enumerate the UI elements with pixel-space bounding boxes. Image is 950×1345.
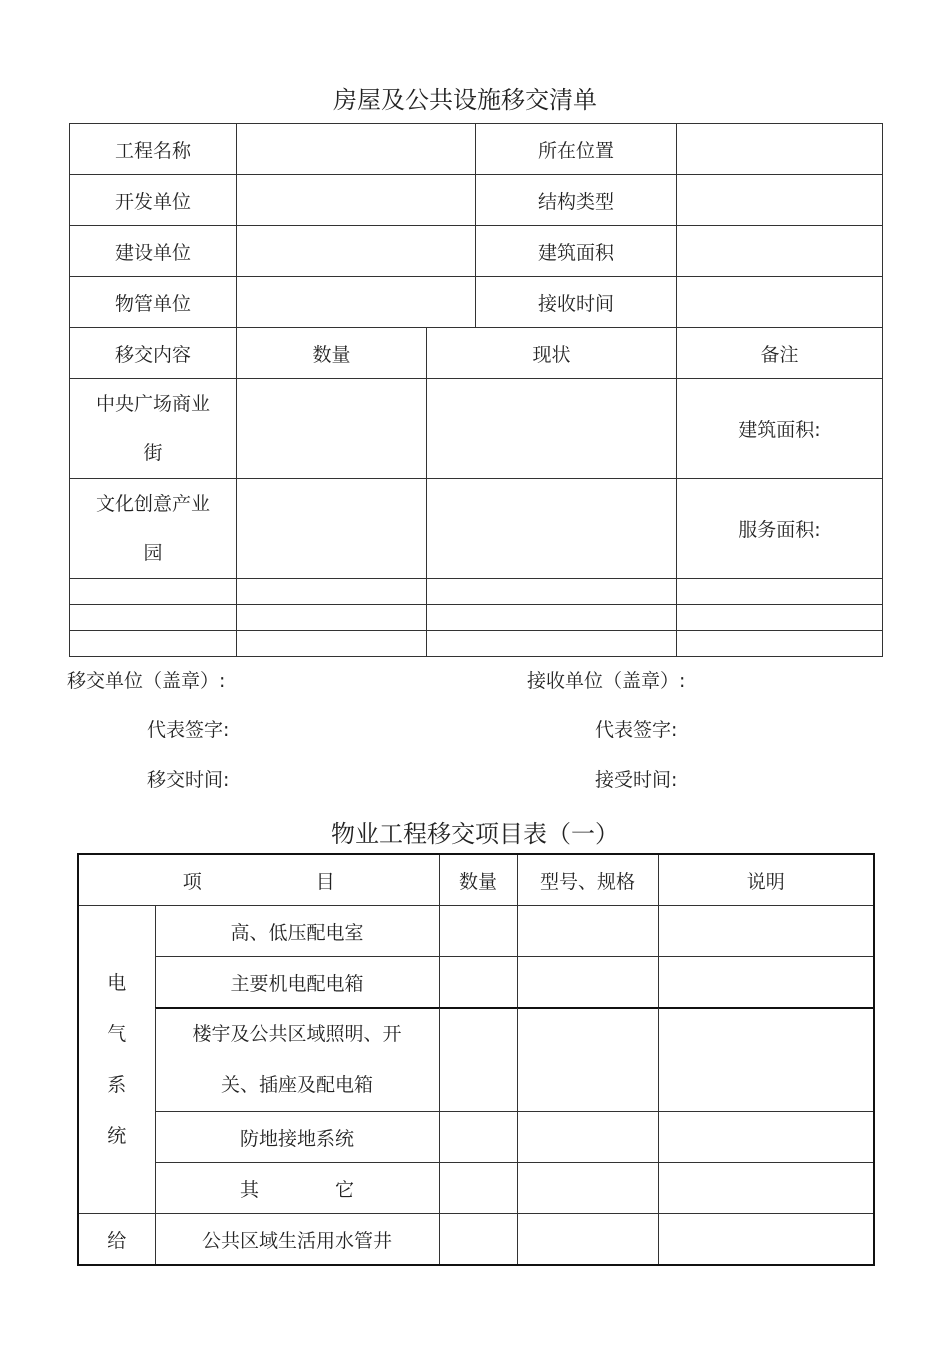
handover-time-label: 移交时间: bbox=[147, 769, 230, 791]
receive-unit-label: 接收单位（盖章）: bbox=[527, 670, 686, 692]
note-service-area: 服务面积: bbox=[677, 479, 883, 579]
label-developer: 开发单位 bbox=[70, 175, 237, 226]
item-line1: 中央广场商业 bbox=[95, 392, 210, 415]
empty-row bbox=[70, 579, 883, 605]
quantity-cell[interactable] bbox=[237, 379, 427, 479]
quantity-cell[interactable] bbox=[439, 957, 517, 1009]
item-lighting-switches bbox=[155, 1008, 439, 1112]
item-line1: 文化创意产业 bbox=[95, 492, 210, 515]
header-description: 说明 bbox=[658, 854, 874, 906]
table-header-row bbox=[78, 854, 874, 906]
model-cell[interactable] bbox=[517, 1112, 658, 1163]
receive-time-field[interactable] bbox=[677, 277, 883, 328]
structure-type-field[interactable] bbox=[677, 175, 883, 226]
quantity-cell[interactable] bbox=[439, 1008, 517, 1112]
table-row bbox=[78, 1214, 874, 1266]
header-status: 现状 bbox=[427, 328, 677, 379]
developer-field[interactable] bbox=[237, 175, 476, 226]
status-cell[interactable] bbox=[427, 379, 677, 479]
item-line1: 楼宇及公共区域照明、开 bbox=[192, 1023, 402, 1045]
table-header-row bbox=[70, 328, 883, 379]
item-grounding-system: 防地接地系统 bbox=[155, 1112, 439, 1163]
project-name-field[interactable] bbox=[237, 124, 476, 175]
label-structure-type: 结构类型 bbox=[476, 175, 677, 226]
item-other-a: 其 bbox=[239, 1178, 259, 1201]
empty-cell[interactable] bbox=[237, 631, 427, 657]
model-cell[interactable] bbox=[517, 1163, 658, 1214]
empty-cell[interactable] bbox=[237, 579, 427, 605]
empty-row bbox=[70, 605, 883, 631]
item-other bbox=[155, 1163, 439, 1214]
description-cell[interactable] bbox=[658, 1008, 874, 1112]
empty-cell[interactable] bbox=[677, 605, 883, 631]
form1-title: 房屋及公共设施移交清单 bbox=[333, 86, 597, 114]
building-area-field[interactable] bbox=[677, 226, 883, 277]
item-central-plaza bbox=[70, 379, 237, 479]
quantity-cell[interactable] bbox=[439, 906, 517, 957]
table-row bbox=[70, 175, 883, 226]
description-cell[interactable] bbox=[658, 1214, 874, 1266]
table-row bbox=[70, 379, 883, 479]
header-item bbox=[78, 854, 439, 906]
header-item-b: 目 bbox=[315, 870, 335, 893]
empty-cell[interactable] bbox=[427, 605, 677, 631]
empty-cell[interactable] bbox=[427, 579, 677, 605]
table-row bbox=[78, 906, 874, 957]
handover-unit-label: 移交单位（盖章）: bbox=[67, 670, 226, 692]
empty-cell[interactable] bbox=[427, 631, 677, 657]
receive-time-label: 接受时间: bbox=[595, 769, 678, 791]
label-construction-unit: 建设单位 bbox=[70, 226, 237, 277]
property-manager-field[interactable] bbox=[237, 277, 476, 328]
item-cultural-park bbox=[70, 479, 237, 579]
empty-cell[interactable] bbox=[677, 631, 883, 657]
quantity-cell[interactable] bbox=[439, 1112, 517, 1163]
item-main-distribution-box: 主要机电配电箱 bbox=[155, 957, 439, 1009]
label-receive-time: 接收时间 bbox=[476, 277, 677, 328]
description-cell[interactable] bbox=[658, 906, 874, 957]
category-water: 给 bbox=[78, 1214, 155, 1266]
form2-title: 物业工程移交项目表（一） bbox=[331, 820, 619, 848]
description-cell[interactable] bbox=[658, 1163, 874, 1214]
category-char: 气 bbox=[107, 1022, 127, 1045]
item-line2: 关、插座及配电箱 bbox=[220, 1074, 373, 1096]
construction-unit-field[interactable] bbox=[237, 226, 476, 277]
handover-rep-label: 代表签字: bbox=[147, 719, 230, 741]
item-pipe-well: 公共区域生活用水管井 bbox=[155, 1214, 439, 1266]
handover-list-table bbox=[69, 123, 883, 657]
item-line2: 园 bbox=[143, 541, 163, 564]
header-quantity: 数量 bbox=[439, 854, 517, 906]
engineering-handover-table bbox=[77, 853, 875, 1266]
label-property-manager: 物管单位 bbox=[70, 277, 237, 328]
header-item-a: 项 bbox=[182, 870, 202, 893]
quantity-cell[interactable] bbox=[237, 479, 427, 579]
label-location: 所在位置 bbox=[476, 124, 677, 175]
status-cell[interactable] bbox=[427, 479, 677, 579]
empty-cell[interactable] bbox=[677, 579, 883, 605]
category-char: 系 bbox=[107, 1073, 127, 1096]
header-remarks: 备注 bbox=[677, 328, 883, 379]
note-building-area: 建筑面积: bbox=[677, 379, 883, 479]
model-cell[interactable] bbox=[517, 906, 658, 957]
category-electrical-system bbox=[78, 906, 155, 1214]
header-model-spec: 型号、规格 bbox=[517, 854, 658, 906]
header-content: 移交内容 bbox=[70, 328, 237, 379]
empty-cell[interactable] bbox=[70, 631, 237, 657]
receive-rep-label: 代表签字: bbox=[595, 719, 678, 741]
table-row bbox=[78, 1112, 874, 1163]
table-row bbox=[70, 124, 883, 175]
table-row bbox=[70, 226, 883, 277]
empty-row bbox=[70, 631, 883, 657]
empty-cell[interactable] bbox=[70, 579, 237, 605]
item-other-b: 它 bbox=[335, 1178, 355, 1201]
location-field[interactable] bbox=[677, 124, 883, 175]
table-row bbox=[78, 1163, 874, 1214]
model-cell[interactable] bbox=[517, 1008, 658, 1112]
category-char: 电 bbox=[107, 971, 127, 994]
table-row bbox=[70, 277, 883, 328]
empty-cell[interactable] bbox=[237, 605, 427, 631]
table-row bbox=[78, 957, 874, 1009]
model-cell[interactable] bbox=[517, 957, 658, 1009]
header-quantity: 数量 bbox=[237, 328, 427, 379]
category-char: 统 bbox=[107, 1124, 127, 1147]
item-hv-lv-room: 高、低压配电室 bbox=[155, 906, 439, 957]
empty-cell[interactable] bbox=[70, 605, 237, 631]
table-row bbox=[70, 479, 883, 579]
label-project-name: 工程名称 bbox=[70, 124, 237, 175]
item-line2: 街 bbox=[143, 441, 163, 464]
label-building-area: 建筑面积 bbox=[476, 226, 677, 277]
description-cell[interactable] bbox=[658, 957, 874, 1009]
quantity-cell[interactable] bbox=[439, 1163, 517, 1214]
model-cell[interactable] bbox=[517, 1214, 658, 1266]
quantity-cell[interactable] bbox=[439, 1214, 517, 1266]
description-cell[interactable] bbox=[658, 1112, 874, 1163]
